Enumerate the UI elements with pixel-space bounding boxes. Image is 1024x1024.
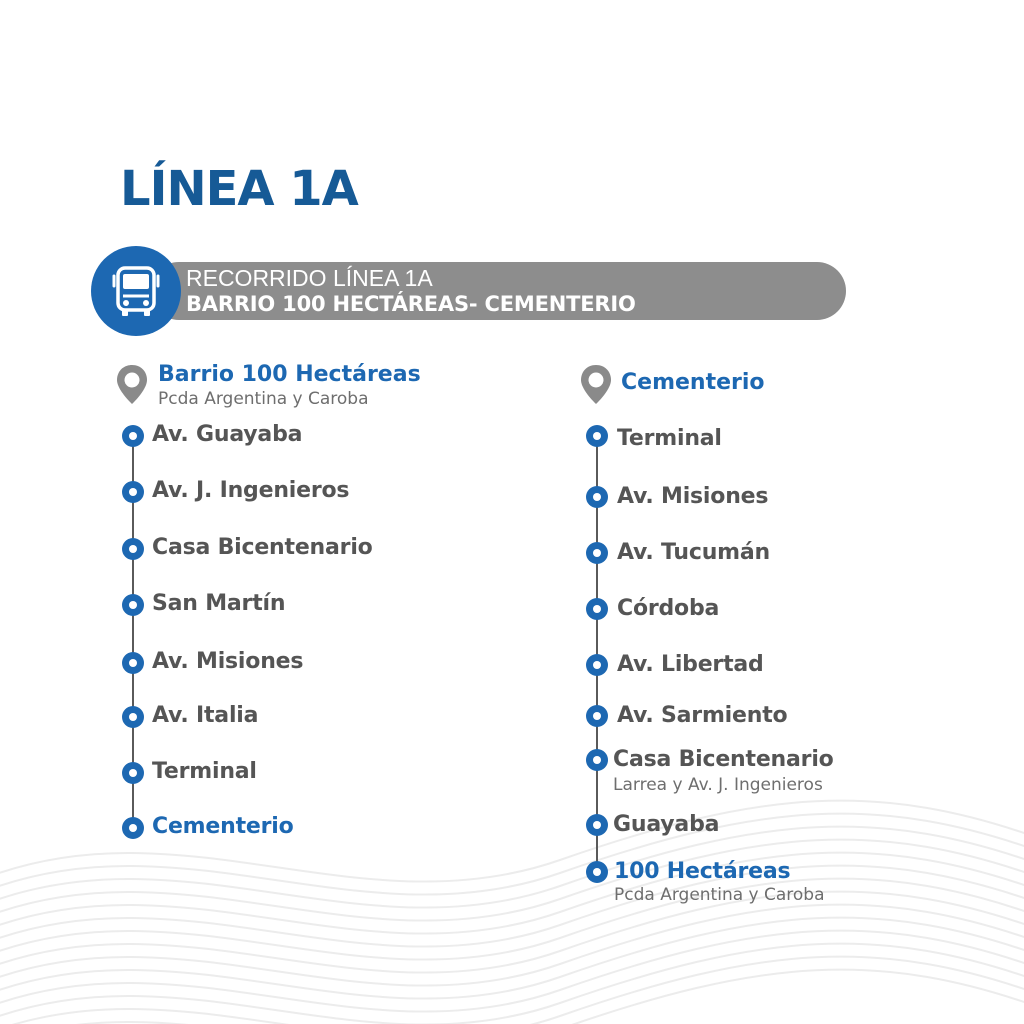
stop-dot xyxy=(586,749,608,771)
stop-dot xyxy=(122,706,144,728)
stop-name: 100 Hectáreas xyxy=(614,859,791,884)
stop-address: Larrea y Av. J. Ingenieros xyxy=(613,775,823,795)
stop-dot xyxy=(586,654,608,676)
stop-address: Pcda Argentina y Caroba xyxy=(614,885,825,905)
origin-name: Cementerio xyxy=(621,370,765,395)
stop-item xyxy=(597,812,1017,837)
stop-dot xyxy=(122,817,144,839)
map-pin-icon xyxy=(578,363,614,407)
stop-item xyxy=(133,759,553,784)
stop-dot xyxy=(586,598,608,620)
stop-name: Av. Italia xyxy=(152,703,259,728)
stop-dot xyxy=(122,762,144,784)
stop-item xyxy=(133,703,553,728)
stop-dot xyxy=(122,594,144,616)
stop-item xyxy=(597,426,1017,451)
route-banner-subtitle: RECORRIDO LÍNEA 1A xyxy=(186,265,433,291)
stop-item-final xyxy=(597,859,1017,905)
stop-name: San Martín xyxy=(152,591,286,616)
stop-name: Cementerio xyxy=(152,814,294,839)
stop-name: Casa Bicentenario xyxy=(613,747,834,772)
page-title: LÍNEA 1A xyxy=(120,161,358,217)
map-pin-icon xyxy=(114,363,150,407)
stop-name: Av. Misiones xyxy=(152,649,304,674)
stop-name: Terminal xyxy=(152,759,257,784)
stop-item xyxy=(597,540,1017,565)
stop-dot xyxy=(586,705,608,727)
stop-dot xyxy=(122,538,144,560)
stop-dot xyxy=(122,481,144,503)
stop-item-final xyxy=(133,814,553,839)
stop-item xyxy=(597,747,1017,795)
stop-name: Av. Tucumán xyxy=(617,540,770,565)
stop-name: Av. Libertad xyxy=(617,652,764,677)
stop-dot xyxy=(586,425,608,447)
stop-item xyxy=(597,652,1017,677)
stop-dot xyxy=(586,542,608,564)
stop-item xyxy=(133,478,553,503)
stop-item xyxy=(597,596,1017,621)
origin-address: Pcda Argentina y Caroba xyxy=(158,389,369,409)
stop-name: Casa Bicentenario xyxy=(152,535,373,560)
origin-name: Barrio 100 Hectáreas xyxy=(158,362,421,387)
stop-name: Terminal xyxy=(617,426,722,451)
bus-icon xyxy=(91,246,181,336)
stop-name: Av. J. Ingenieros xyxy=(152,478,350,503)
stop-dot xyxy=(586,814,608,836)
stop-item xyxy=(597,484,1017,509)
stop-item xyxy=(133,649,553,674)
stop-item xyxy=(133,422,553,447)
stop-dot xyxy=(586,486,608,508)
stop-name: Av. Misiones xyxy=(617,484,769,509)
stop-item xyxy=(133,535,553,560)
stop-name: Av. Sarmiento xyxy=(617,703,788,728)
stop-name: Guayaba xyxy=(613,812,720,837)
stop-dot xyxy=(122,425,144,447)
stop-item xyxy=(133,591,553,616)
stop-dot xyxy=(586,861,608,883)
stop-name: Córdoba xyxy=(617,596,720,621)
stop-name: Av. Guayaba xyxy=(152,422,303,447)
route-banner-title: BARRIO 100 HECTÁREAS- CEMENTERIO xyxy=(186,292,636,316)
bus-badge xyxy=(91,246,181,336)
stop-dot xyxy=(122,652,144,674)
stop-item xyxy=(597,703,1017,728)
